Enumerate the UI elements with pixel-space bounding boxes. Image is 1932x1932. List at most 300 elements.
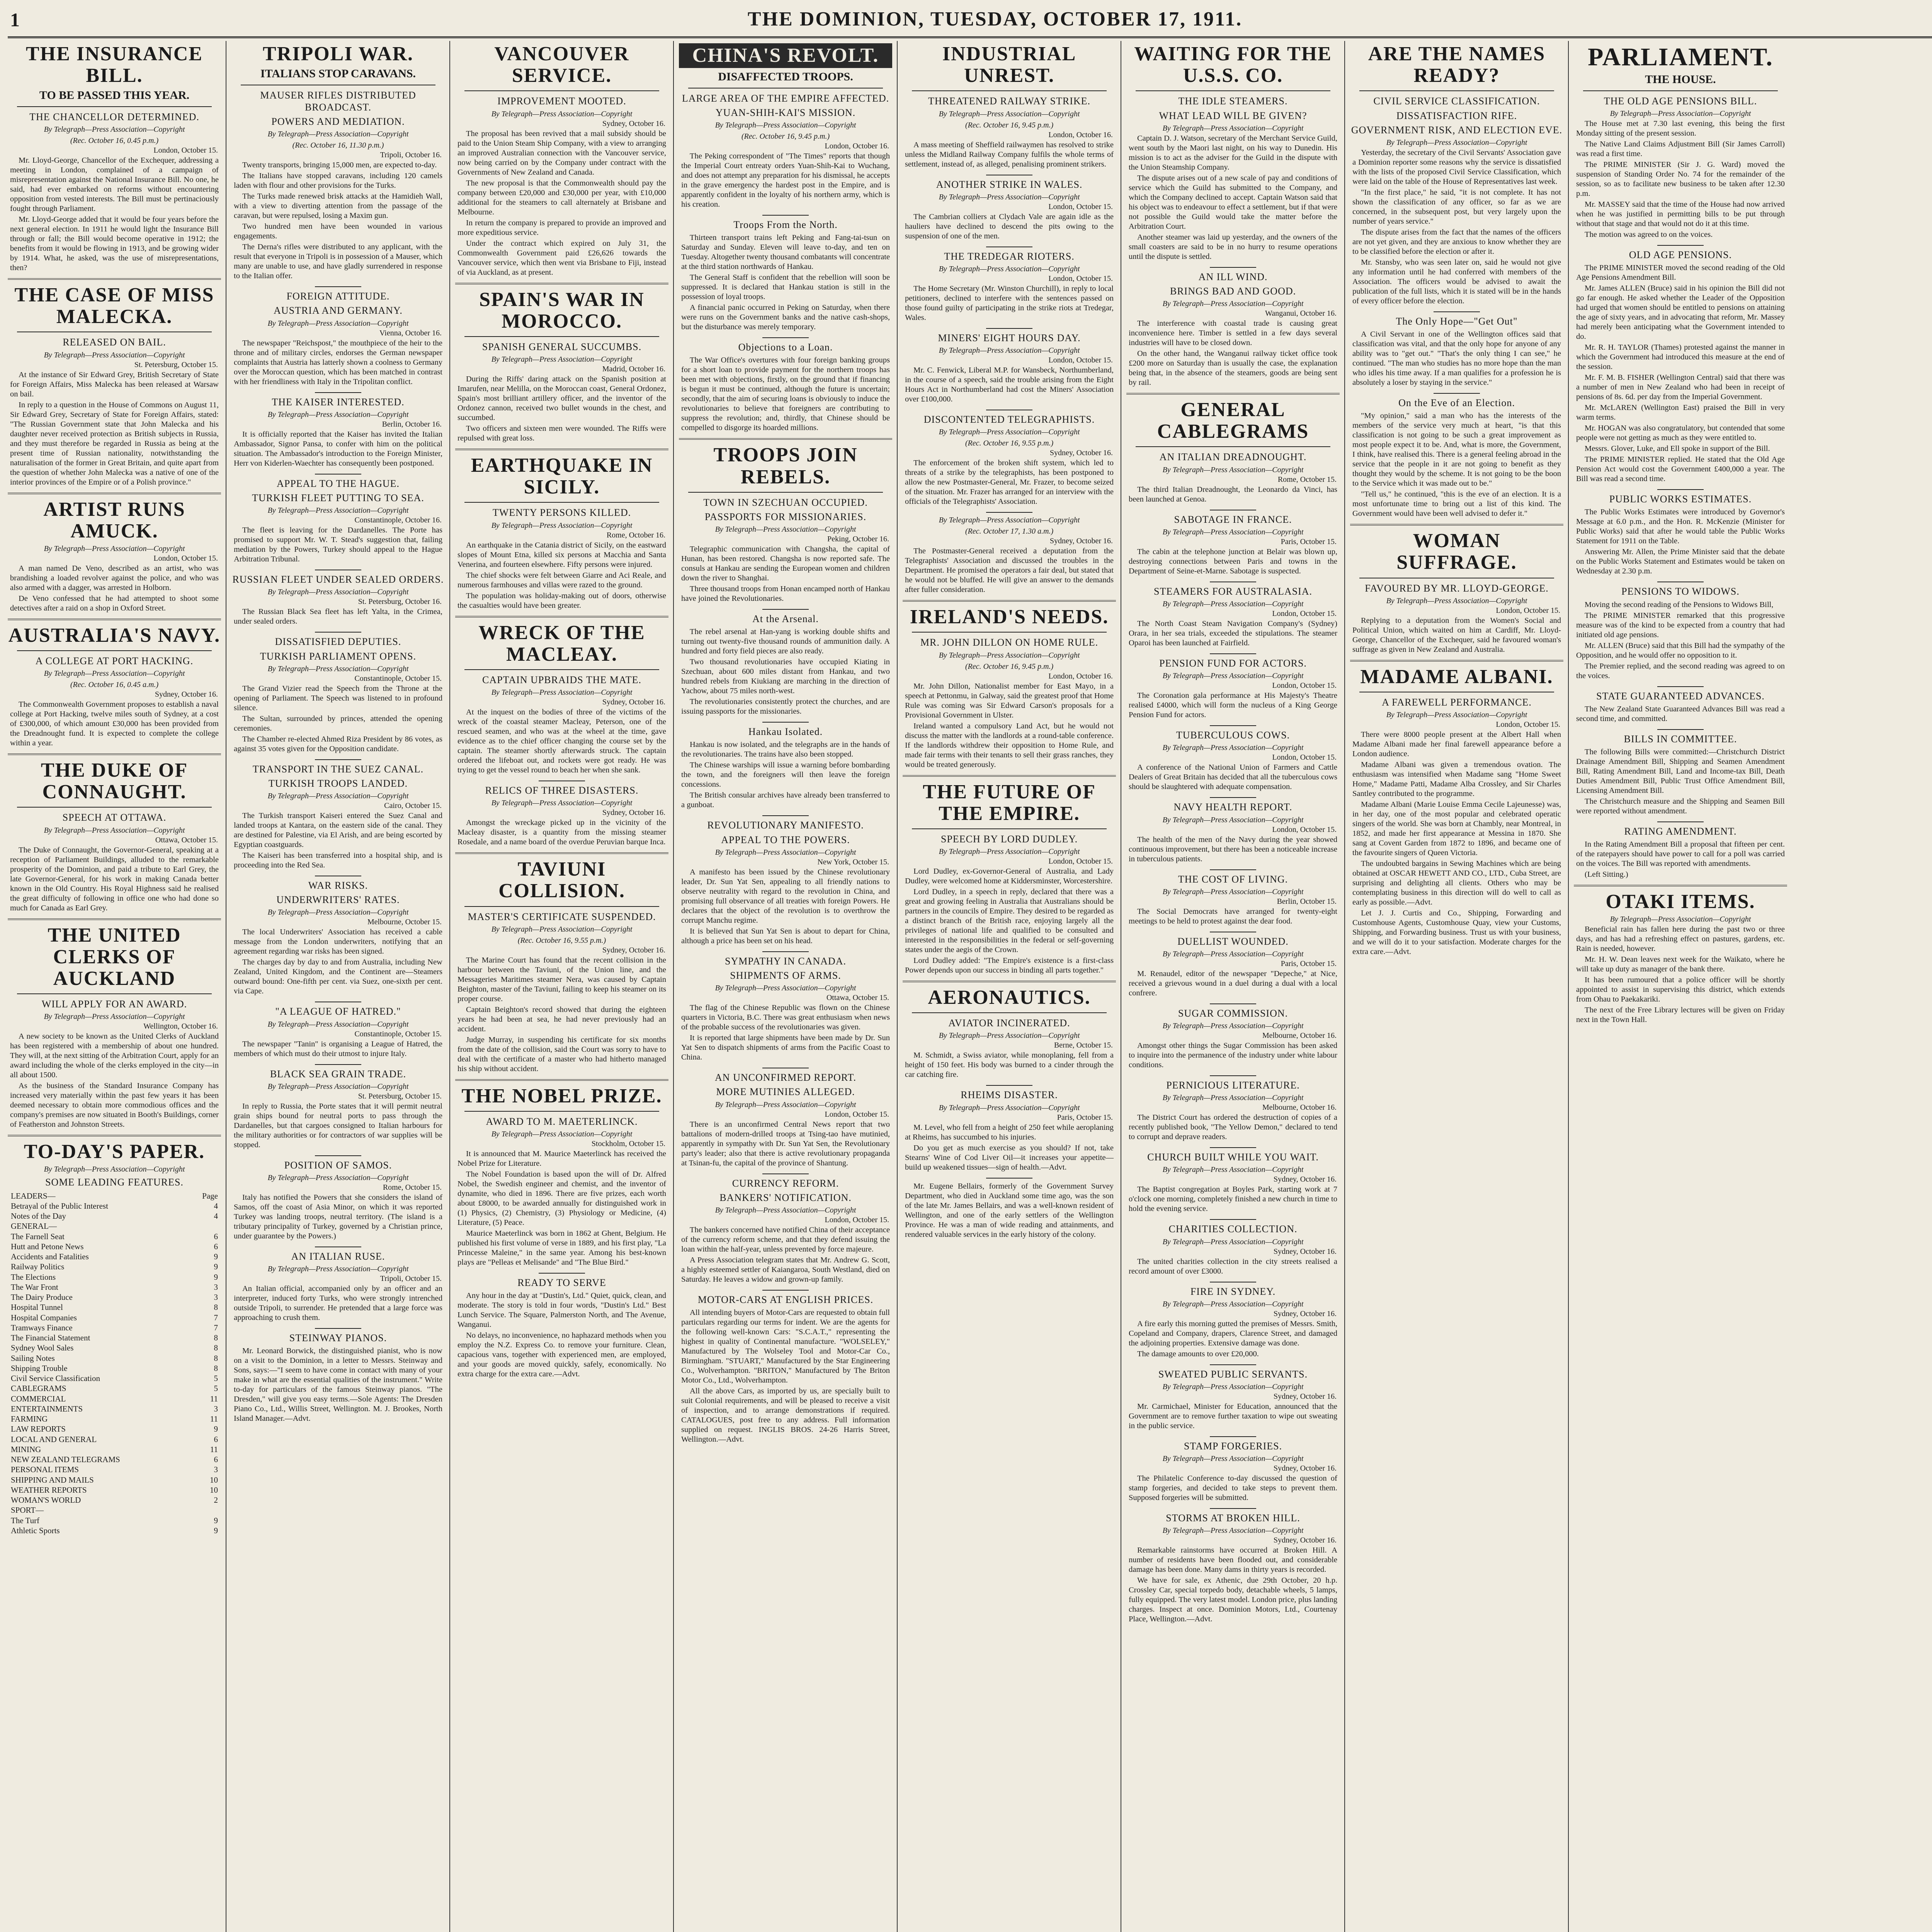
story-body bbox=[1352, 148, 1561, 306]
news-story bbox=[903, 175, 1116, 241]
paragraph: Remarkable rainstorms have occurred at Broken Hill. A number of residents have been flooded out, and considerable damage has been done. Many dams in thirty years is recorded. bbox=[1129, 1546, 1337, 1574]
feature-label: Hospital Tunnel bbox=[11, 1303, 63, 1312]
news-story bbox=[679, 1173, 892, 1284]
story-deck: RATING AMENDMENT. bbox=[1624, 825, 1737, 837]
paragraph: Mr. ALLEN (Bruce) said that this Bill had the sympathy of the Opposition, and he would offer no opposition to it. bbox=[1576, 641, 1785, 660]
dateline: Madrid, October 16. bbox=[602, 365, 665, 373]
dateline: St. Petersburg, October 16. bbox=[358, 597, 442, 606]
news-story bbox=[231, 876, 445, 996]
paragraph: The House met at 7.30 last evening, this being the first Monday sitting of the present session. bbox=[1576, 119, 1785, 138]
story-deck: POSITION OF SAMOS. bbox=[284, 1159, 392, 1171]
feature-page: 7 bbox=[214, 1313, 218, 1322]
paragraph: Amongst the wreckage picked up in the vicinity of the Macleay disaster, is a quantity from the missing steamer Rosedale, and a name board of the overdue Peruvian barque Inca. bbox=[457, 818, 666, 847]
story-body bbox=[905, 284, 1114, 323]
story-body bbox=[681, 355, 890, 433]
column-rule bbox=[8, 619, 221, 620]
press-credit: By Telegraph—Press Association—Copyright bbox=[267, 664, 409, 673]
news-story bbox=[903, 600, 1116, 769]
story-deck: WHAT LEAD WILL BE GIVEN? bbox=[1159, 110, 1307, 121]
column-rule bbox=[762, 951, 809, 952]
news-story bbox=[1126, 1282, 1340, 1359]
story-deck: FOREIGN ATTITUDE. bbox=[286, 291, 390, 302]
news-story bbox=[1350, 311, 1563, 388]
paragraph: M. Level, who fell from a height of 250 feet while aeroplaning at Rheims, has succumbed to his injuries. bbox=[905, 1123, 1114, 1141]
feature-label: The Elections bbox=[11, 1272, 56, 1282]
story-body bbox=[681, 151, 890, 209]
column-rule bbox=[986, 328, 1032, 329]
story-body bbox=[234, 1346, 442, 1423]
press-credit: By Telegraph—Press Association—Copyright bbox=[1162, 1094, 1304, 1102]
paragraph: The third Italian Dreadnought, the Leonardo da Vinci, has been launched at Genoa. bbox=[1129, 485, 1337, 503]
feature-entry bbox=[11, 1424, 218, 1434]
news-story bbox=[455, 1079, 668, 1267]
feature-page: 6 bbox=[214, 1455, 218, 1464]
received-stamp: (Rec. October 17, 1.30 a.m.) bbox=[965, 527, 1054, 536]
paragraph: An Italian official, accompanied only by an officer and an interpreter, induced forty Turks, who were strongly intrenched outside Tripoli, to surrender. He pretended that a large force was approaching to crush them. bbox=[234, 1284, 442, 1322]
story-body bbox=[1129, 835, 1337, 864]
feature-entry bbox=[11, 1515, 218, 1526]
column-rule bbox=[903, 981, 1116, 982]
feature-page: 11 bbox=[210, 1444, 218, 1454]
received-stamp: (Rec. October 16, 11.30 p.m.) bbox=[292, 141, 384, 150]
paragraph: The united charities collection in the city streets realised a record amount of over £3000. bbox=[1129, 1257, 1337, 1276]
story-deck: TWENTY PERSONS KILLED. bbox=[492, 507, 631, 519]
paragraph: The fleet is leaving for the Dardanelles. The Porte has promised to support Mr. W. T. Stead's suggestion that, failing mediation by the Powers, Turkey should appeal to the Hague Arbitration Tribunal. bbox=[234, 526, 442, 564]
column-rule bbox=[315, 286, 361, 287]
column-rule bbox=[1210, 1436, 1256, 1437]
paragraph: The Turks made renewed brisk attacks at the Hamidieh Wall, with a view to diverting attention from the passage of the caravan, but were repulsed, losing a Maxim gun. bbox=[234, 192, 442, 220]
dateline: Sydney, October 16. bbox=[1273, 1247, 1337, 1256]
news-story bbox=[1574, 729, 1787, 816]
story-deck: AUSTRIA AND GERMANY. bbox=[274, 305, 403, 316]
story-body bbox=[10, 1032, 219, 1129]
story-deck: Objections to a Loan. bbox=[738, 342, 833, 353]
dateline: Sydney, October 16. bbox=[155, 690, 218, 699]
feature-entry bbox=[11, 1242, 218, 1252]
story-deck: AN UNCONFIRMED REPORT. bbox=[715, 1072, 856, 1083]
paragraph: The Italians have stopped caravans, including 120 camels laden with flour and other provisions for the Turks. bbox=[234, 172, 442, 190]
story-deck: SUGAR COMMISSION. bbox=[1178, 1007, 1288, 1019]
story-deck: THREATENED RAILWAY STRIKE. bbox=[928, 95, 1091, 107]
features-index bbox=[11, 1191, 218, 1536]
story-headline: SPAIN'S WAR IN MOROCCO. bbox=[479, 288, 645, 332]
dateline: Sydney, October 16. bbox=[602, 698, 665, 706]
story-headline: INDUSTRIAL UNREST. bbox=[942, 43, 1077, 87]
paragraph: Mr. MASSEY said that the time of the House had now arrived when he was justified in permitting bills to be put through without that stage and that would not do it at this time. bbox=[1576, 200, 1785, 228]
paragraph: The Russian Black Sea fleet has left Yalta, in the Crimea, under sealed orders. bbox=[234, 607, 442, 626]
column-rule bbox=[8, 918, 221, 920]
newspaper-page bbox=[8, 4, 1932, 1932]
paragraph: During the Riffs' daring attack on the Spanish position at Imarufen, near Melilla, on the Moroccan coast, General Ordonez, Spain's most brilliant artillery officer, and the inventor of the Ordonez cannon, received two bullet wounds in the chest, and succumbed. bbox=[457, 375, 666, 422]
press-credit: By Telegraph—Press Association—Copyright bbox=[267, 792, 409, 801]
column-8 bbox=[1574, 41, 1787, 1932]
story-deck: DISSATISFIED DEPUTIES. bbox=[275, 636, 401, 648]
column-4 bbox=[679, 41, 892, 1932]
dateline: Sydney, October 16. bbox=[1273, 1536, 1337, 1545]
story-deck: POWERS AND MEDIATION. bbox=[271, 116, 405, 128]
dateline: Sydney, October 16. bbox=[1049, 449, 1113, 457]
headline-rule bbox=[688, 492, 883, 493]
story-deck: THE KAISER INTERESTED. bbox=[272, 396, 405, 408]
paragraph: The bankers concerned have notified China of their acceptance of the currency reform scheme, and that they defend issuing the loan within the half-year, unless prevented by force majeure. bbox=[681, 1225, 890, 1253]
feature-label: The Farnell Seat bbox=[11, 1231, 65, 1241]
news-story bbox=[231, 1328, 445, 1423]
feature-entry bbox=[11, 1434, 218, 1444]
press-credit: By Telegraph—Press Association—Copyright bbox=[939, 651, 1080, 660]
news-story bbox=[1126, 869, 1340, 926]
story-body bbox=[1352, 411, 1561, 519]
story-deck: REVOLUTIONARY MANIFESTO. bbox=[707, 820, 864, 831]
feature-page: 9 bbox=[214, 1252, 218, 1262]
paragraph: The Peking correspondent of "The Times" reports that though the Imperial Court entreaty orders Yuan-Shih-Kai to Wuchang, and does not attempt any preparation for his dismissal, he accepts in the grave emergency the hardest post in the Empire, and is apparently confident in the loyalty of his northern army, which is his creation. bbox=[681, 152, 890, 209]
news-story bbox=[1126, 1147, 1340, 1214]
news-story bbox=[1126, 582, 1340, 648]
story-deck: Hankau Isolated. bbox=[748, 726, 823, 738]
paragraph: The Social Democrats have arranged for twenty-eight meetings to be held to protest against the dear food. bbox=[1129, 907, 1337, 925]
story-deck: ANOTHER STRIKE IN WALES. bbox=[936, 179, 1083, 190]
news-story bbox=[1574, 885, 1787, 1025]
column-rule bbox=[8, 1135, 221, 1136]
news-story bbox=[1574, 245, 1787, 484]
story-subheadline: ITALIANS STOP CARAVANS. bbox=[260, 67, 416, 80]
story-deck: RELEASED ON BAIL. bbox=[63, 337, 166, 348]
paragraph: The Philatelic Conference to-day discussed the question of stamp forgeries, and decided to take steps to prevent them. Supposed forgeries will be submitted. bbox=[1129, 1474, 1337, 1502]
column-rule bbox=[1657, 245, 1704, 246]
paragraph: The Home Secretary (Mr. Winston Churchill), in reply to local petitioners, declined to interfere with the sentences passed on those found guilty of participating in the strike riots at Tredegar, Wales. bbox=[905, 284, 1114, 322]
paragraph: The health of the men of the Navy during the year showed continuous improvement, but there has been a noticeable increase in tuberculous patients. bbox=[1129, 835, 1337, 863]
paragraph: As the business of the Standard Insurance Company has increased very materially within the past few years it has been deemed necessary to obtain more commodious offices and the company's premises are now situated in Booth's Buildings, corner of Featherston and Johnston Streets. bbox=[10, 1082, 219, 1129]
news-story bbox=[455, 449, 668, 611]
feature-entry bbox=[11, 1394, 218, 1404]
column-7 bbox=[1350, 41, 1563, 1932]
paragraph: Madame Albani was given a tremendous ovation. The enthusiasm was intensified when Madame sang "Home Sweet Home," Madame Patti, Madame Alba Crossley, and Sir Charles Santley contributed to the programme. bbox=[1352, 760, 1561, 798]
press-credit: By Telegraph—Press Association—Copyright bbox=[44, 125, 185, 134]
story-deck: READY TO SERVE bbox=[517, 1277, 606, 1289]
column-rule bbox=[1126, 393, 1340, 395]
column-divider bbox=[673, 41, 674, 1932]
story-deck: STAMP FORGERIES. bbox=[1184, 1440, 1282, 1452]
feature-label: The War Front bbox=[11, 1282, 58, 1292]
press-credit: By Telegraph—Press Association—Copyright bbox=[939, 192, 1080, 201]
column-divider bbox=[1344, 41, 1345, 1932]
feature-entry bbox=[11, 1282, 218, 1292]
story-deck: DISSATISFACTION RIFE. bbox=[1396, 110, 1517, 121]
features-heading: SOME LEADING FEATURES. bbox=[45, 1177, 184, 1188]
press-credit: By Telegraph—Press Association—Copyright bbox=[939, 428, 1080, 437]
feature-label: PERSONAL ITEMS bbox=[11, 1465, 79, 1475]
paragraph: The New Zealand State Guaranteed Advances Bill was read a second time, and committed. bbox=[1576, 704, 1785, 723]
story-body bbox=[457, 129, 666, 277]
story-deck: MORE MUTINIES ALLEGED. bbox=[716, 1086, 855, 1098]
column-rule bbox=[1210, 1003, 1256, 1004]
column-rule bbox=[1210, 797, 1256, 798]
feature-entry bbox=[11, 1191, 218, 1201]
column-rule bbox=[1350, 524, 1563, 526]
news-story bbox=[8, 619, 221, 748]
paragraph: The revolutionaries consistently protect the churches, and are issuing passports for the missionaries. bbox=[681, 697, 890, 716]
paragraph: No delays, no inconvenience, no haphazard methods when you employ the N.Z. Express Co. to remove your furniture. Clean, capacious vans, together with experienced men, are employed, and your goods are moved quickly, safely, economically. No extra charge for the extra care.—Advt. bbox=[457, 1331, 666, 1379]
story-body bbox=[1129, 1319, 1337, 1359]
press-credit: By Telegraph—Press Association—Copyright bbox=[939, 516, 1080, 525]
press-credit: By Telegraph—Press Association—Copyright bbox=[715, 1206, 856, 1214]
story-deck: TURKISH FLEET PUTTING TO SEA. bbox=[252, 492, 424, 503]
column-rule bbox=[1210, 725, 1256, 726]
feature-page: 3 bbox=[214, 1465, 218, 1475]
feature-page: 8 bbox=[214, 1353, 218, 1363]
story-headline: AERONAUTICS. bbox=[928, 986, 1091, 1009]
press-credit: By Telegraph—Press Association—Copyright bbox=[939, 346, 1080, 355]
column-rule bbox=[1210, 1075, 1256, 1076]
press-credit: By Telegraph—Press Association—Copyright bbox=[939, 847, 1080, 856]
dateline: London, October 15. bbox=[1496, 720, 1560, 729]
column-rule bbox=[1434, 311, 1480, 312]
paragraph: The Chamber re-elected Ahmed Riza President by 86 votes, as against 35 votes given for the Opposition candidate. bbox=[234, 735, 442, 753]
left-folio: 1 bbox=[10, 9, 20, 31]
paragraph: (Left Sitting.) bbox=[1585, 870, 1628, 879]
dateline: London, October 15. bbox=[153, 146, 218, 155]
paragraph: Judge Murray, in suspending his certificate for six months from the date of the collision, said the Court was sorry to have to deal with the certificate of a master who had hitherto managed his ship without accident. bbox=[457, 1035, 666, 1073]
feature-entry bbox=[11, 1252, 218, 1262]
news-story bbox=[231, 1064, 445, 1150]
story-body bbox=[1576, 925, 1785, 1025]
story-deck: RELICS OF THREE DISASTERS. bbox=[485, 785, 639, 796]
dateline: St. Petersburg, October 15. bbox=[358, 1092, 442, 1100]
headline-rule bbox=[912, 632, 1107, 633]
news-story bbox=[8, 278, 221, 487]
story-deck: CHURCH BUILT WHILE YOU WAIT. bbox=[1147, 1151, 1319, 1163]
feature-label: Accidents and Fatalities bbox=[11, 1252, 89, 1262]
paragraph: There is an unconfirmed Central News report that two battalions of modern-drilled troops at Tsing-tao have mutinied, apparently in sympathy with Dr. Sun Yat Sen, the Revolutionary party's leader; also that there is active revolutionary propaganda at Tsinan-fu, the capital of the province of Shantung. bbox=[681, 1120, 890, 1167]
paragraph: Ireland wanted a compulsory Land Act, but he would not discuss the matter with the landlords at a round-table conference. If the landlords withdrew their opposition to Home Rule, and made fair terms with their tenants to sell their grass ranches, they would be treated generously. bbox=[905, 721, 1114, 769]
story-deck: SWEATED PUBLIC SERVANTS. bbox=[1158, 1368, 1308, 1380]
story-body bbox=[1129, 1402, 1337, 1431]
received-stamp: (Rec. October 16, 9.45 p.m.) bbox=[965, 662, 1054, 671]
paragraph: The Grand Vizier read the Speech from the Throne at the opening of Parliament. The Speech was listened to in profound silence. bbox=[234, 684, 442, 712]
feature-entry bbox=[11, 1383, 218, 1393]
feature-page: 6 bbox=[214, 1434, 218, 1444]
story-deck: The Only Hope—"Get Out" bbox=[1396, 315, 1518, 327]
column-rule bbox=[903, 600, 1116, 602]
story-body bbox=[1576, 507, 1785, 576]
story-deck: TUBERCULOUS COWS. bbox=[1176, 730, 1290, 741]
story-body bbox=[10, 564, 219, 613]
news-story bbox=[679, 609, 892, 716]
headline-rule bbox=[17, 993, 212, 994]
paragraph: Mr. John Dillon, Nationalist member for East Mayo, in a speech at Pettonmu, in Galway, said the greatest proof that Home Rule was coming was Sir Edward Carson's proposals for a Provisional Government in Ulster. bbox=[905, 682, 1114, 719]
press-credit: By Telegraph—Press Association—Copyright bbox=[939, 1031, 1080, 1040]
story-headline: WRECK OF THE MACLEAY. bbox=[478, 621, 645, 665]
story-body bbox=[1352, 330, 1561, 388]
headline-rule bbox=[464, 90, 659, 91]
news-story bbox=[1126, 510, 1340, 576]
paragraph: The Turkish transport Kaiseri entered the Suez Canal and landed troops at Kantara, on the eastern side of the canal. They are destined for Palestine, via El Arish, and are being escorted by Egyptian coastguards. bbox=[234, 811, 442, 849]
news-story bbox=[1350, 393, 1563, 519]
paragraph: Captain D. J. Watson, secretary of the Merchant Service Guild, went south by the Maori last night, on his way to Dunedin. His mission is to act as the adviser for the Guild in the dispute with the Union Steamship Company. bbox=[1129, 134, 1337, 172]
dateline: Berne, October 15. bbox=[1054, 1041, 1113, 1050]
paragraph: It has been rumoured that a police officer will be shortly appointed to assist in supervising this district, which extends from Ohau to Paekakariki. bbox=[1576, 976, 1785, 1004]
story-deck: UNDERWRITERS' RATES. bbox=[276, 894, 400, 906]
paragraph: Beneficial rain has fallen here during the past two or three days, and has had a refreshing effect on pastures, gardens, etc. Rain is needed, however. bbox=[1576, 925, 1785, 953]
paragraph: Three thousand troops from Honan encamped north of Hankau have joined the Revolutionaries. bbox=[681, 585, 890, 603]
feature-label: CABLEGRAMS bbox=[11, 1384, 66, 1393]
paragraph: Moving the second reading of the Pensions to Widows Bill, bbox=[1585, 600, 1774, 609]
dateline: Sydney, October 16. bbox=[1049, 537, 1113, 546]
received-stamp: (Rec. October 16, 9.55 p.m.) bbox=[517, 936, 606, 945]
paragraph: The Marine Court has found that the recent collision in the harbour between the Taviuni, of the Union line, and the Messageries Maritimes steamer Nera, was caused by Captain Beighton, master of the Taviuni, failing to keep his steamer on its proper course. bbox=[457, 956, 666, 1003]
feature-entry bbox=[11, 1262, 218, 1272]
story-body bbox=[1129, 763, 1337, 792]
story-deck: BILLS IN COMMITTEE. bbox=[1624, 733, 1737, 745]
column-rule bbox=[762, 609, 809, 610]
press-credit: By Telegraph—Press Association—Copyright bbox=[1162, 743, 1304, 752]
press-credit: By Telegraph—Press Association—Copyright bbox=[939, 1103, 1080, 1112]
paragraph: Hankau is now isolated, and the telegraphs are in the hands of the revolutionaries. The trains have also been stopped. bbox=[681, 740, 890, 759]
story-deck: Troops From the North. bbox=[733, 219, 838, 231]
news-story bbox=[1126, 653, 1340, 720]
story-body bbox=[681, 867, 890, 946]
paragraph: The motion was agreed to on the voices. bbox=[1585, 230, 1713, 239]
column-2 bbox=[231, 41, 445, 1932]
paragraph: The Kaiseri has been transferred into a hospital ship, and is proceeding into the Red Sea. bbox=[234, 851, 442, 870]
story-deck: CHARITIES COLLECTION. bbox=[1168, 1223, 1298, 1235]
column-divider bbox=[897, 41, 898, 1932]
column-rule bbox=[8, 493, 221, 494]
news-story bbox=[1350, 524, 1563, 655]
news-story bbox=[679, 1290, 892, 1444]
dateline: St. Petersburg, October 15. bbox=[134, 360, 218, 369]
paragraph: Mr. Leonard Borwick, the distinguished pianist, who is now on a visit to the Dominion, in a letter to Messrs. Steinway and Sons, says:—"I seem to have come in contact with many of your make in what are the essential qualities of the instrument." Write to-day for particulars of the famous Steinway pianos. "The Dresden," will give you easy terms.—Sole Agents: The Dresden Piano Co., Ltd., Willis Street, Wellington. M. J. Brookes, North Island Manager.—Advt. bbox=[234, 1347, 442, 1423]
press-credit: By Telegraph—Press Association—Copyright bbox=[267, 588, 409, 597]
feature-label: NEW ZEALAND TELEGRAMS bbox=[11, 1455, 120, 1464]
dateline: London, October 15. bbox=[1048, 202, 1113, 211]
news-story bbox=[1126, 393, 1340, 504]
headline-rule bbox=[464, 906, 659, 907]
paragraph: A financial panic occurred in Peking on Saturday, when there were runs on the Government banks and the native cash-shops, but the disturbance was merely temporary. bbox=[681, 303, 890, 332]
story-headline: THE FUTURE OF THE EMPIRE. bbox=[923, 781, 1096, 825]
news-story bbox=[8, 43, 221, 273]
column-rule bbox=[679, 438, 892, 440]
story-deck: SPEECH BY LORD DUDLEY. bbox=[940, 833, 1078, 845]
paragraph: The rebel arsenal at Han-yang is working double shifts and turning out twenty-five thousand rounds of ammunition daily. A hundred and forty field pieces are also ready. bbox=[681, 628, 890, 656]
feature-page: 9 bbox=[214, 1526, 218, 1535]
feature-entry bbox=[11, 1302, 218, 1312]
paragraph: The following Bills were committed:—Christchurch District Drainage Amendment Bill, Shipping and Seamen Amendment Bill, Rating Amendment Bill, Land and Income-tax Bill, Death Duties Amendment Bill, Public Trust Office Amendment Bill, Licensing Amendment Bill. bbox=[1576, 747, 1785, 795]
paragraph: Amongst other things the Sugar Commission has been asked to inquire into the permanence of the industry under white labour conditions. bbox=[1129, 1041, 1337, 1070]
story-deck: AWARD TO M. MAETERLINCK. bbox=[486, 1116, 638, 1127]
news-story bbox=[1574, 489, 1787, 576]
story-body bbox=[1576, 263, 1785, 484]
story-headline: TRIPOLI WAR. bbox=[262, 43, 413, 65]
feature-label: SHIPPING AND MAILS bbox=[11, 1475, 94, 1485]
paragraph: Mr. Lloyd-George, Chancellor of the Exchequer, addressing a meeting in London, complained of a campaign of misrepresentation against the National Insurance Bill. No one, he said, had ever embarked on reforms without encountering opposition from vested interests. The Bill must be pertinaciously fought through Parliament. bbox=[10, 156, 219, 213]
paragraph: Messrs. Glover, Luke, and Ell spoke in support of the Bill. bbox=[1585, 444, 1770, 453]
story-headline: TROOPS JOIN REBELS. bbox=[713, 444, 858, 488]
press-credit: By Telegraph—Press Association—Copyright bbox=[1162, 1237, 1304, 1246]
story-body bbox=[234, 684, 442, 754]
story-deck: THE TREDEGAR RIOTERS. bbox=[944, 250, 1075, 262]
paragraph: "My opinion," said a man who has the interests of the members of the service very much at heart, "is that this classification is not going to be such a great improvement as most people expect it to be. And, what is more, the Government, I think, have realised this. There is a general feeling abroad in the service that the people in it are not going to benefit as they thought they would by the scheme. It is not going to be the boon to the Service which it was made out to be." bbox=[1352, 412, 1561, 488]
paragraph: The charges day by day to and from Australia, including New Zealand, United Kingdom, and the Continent are—Steamers outward bound: One-fifth per cent. via Suez, one-sixth per cent. via Cape. bbox=[234, 958, 442, 996]
story-deck: AN ITALIAN RUSE. bbox=[291, 1251, 385, 1262]
feature-label: Betrayal of the Public Interest bbox=[11, 1201, 108, 1211]
paragraph: The chief shocks were felt between Giarre and Aci Reale, and numerous farmhouses and villas were razed to the ground. bbox=[457, 571, 666, 589]
masthead-title: THE DOMINION, TUESDAY, OCTOBER 17, 1911. bbox=[747, 8, 1243, 30]
story-body bbox=[681, 740, 890, 810]
paragraph: Mr. HOGAN was also congratulatory, but contended that some people were not getting as much as they were entitled to. bbox=[1576, 424, 1785, 442]
story-body bbox=[681, 1308, 890, 1444]
press-credit: By Telegraph—Press Association—Copyright bbox=[267, 1173, 409, 1182]
column-rule bbox=[1574, 885, 1787, 886]
feature-entry bbox=[11, 1221, 218, 1231]
story-body bbox=[234, 607, 442, 626]
received-stamp: (Rec. October 16, 0.45 p.m.) bbox=[70, 136, 159, 145]
story-headline: THE CASE OF MISS MALECKA. bbox=[14, 284, 214, 328]
press-credit: By Telegraph—Press Association—Copyright bbox=[1162, 124, 1304, 133]
paragraph: The next of the Free Library lectures will be given on Friday next in the Town Hall. bbox=[1576, 1006, 1785, 1024]
paragraph: Mr. Carmichael, Minister for Education, announced that the Government are to remove further taxation to wipe out sweating in the public service. bbox=[1129, 1402, 1337, 1430]
column-rule bbox=[315, 632, 361, 633]
story-deck: PERNICIOUS LITERATURE. bbox=[1166, 1080, 1300, 1091]
press-credit: By Telegraph—Press Association—Copyright bbox=[1162, 1526, 1304, 1535]
story-body bbox=[10, 700, 219, 748]
press-credit: By Telegraph—Press Association—Copyright bbox=[267, 908, 409, 917]
feature-entry bbox=[11, 1353, 218, 1363]
feature-page: 9 bbox=[214, 1515, 218, 1525]
feature-page: 10 bbox=[210, 1475, 218, 1485]
feature-label: The Financial Statement bbox=[11, 1333, 90, 1343]
news-story bbox=[903, 43, 1116, 169]
dateline: London, October 15. bbox=[1496, 606, 1560, 615]
story-body bbox=[1129, 1257, 1337, 1276]
column-rule bbox=[539, 1273, 585, 1274]
feature-label: Athletic Sports bbox=[11, 1526, 60, 1535]
feature-page: 9 bbox=[214, 1262, 218, 1272]
column-rule bbox=[762, 722, 809, 723]
dateline: Vienna, October 16. bbox=[379, 328, 442, 337]
feature-page: 2 bbox=[214, 1495, 218, 1505]
story-deck: PUBLIC WORKS ESTIMATES. bbox=[1609, 493, 1752, 505]
press-credit: By Telegraph—Press Association—Copyright bbox=[1162, 887, 1304, 896]
headline-rule bbox=[912, 828, 1107, 829]
paragraph: The new proposal is that the Commonwealth should pay the company between £20,000 and £30,000 per year, with £10,000 additional for the steamers to call alternately at Brisbane and Melbourne. bbox=[457, 179, 666, 216]
story-deck: LARGE AREA OF THE EMPIRE AFFECTED. bbox=[682, 92, 889, 104]
press-credit: By Telegraph—Press Association—Copyright bbox=[44, 1165, 185, 1174]
headline-rule bbox=[464, 669, 659, 670]
press-credit: By Telegraph—Press Association—Copyright bbox=[1162, 299, 1304, 308]
story-deck: GOVERNMENT RISK, AND ELECTION EVE. bbox=[1351, 124, 1563, 136]
paragraph: On the other hand, the Wanganui railway ticket office took £200 more on Saturday than is usually the case, the explanation being that, in the absence of the steamers, goods are being sent by rail. bbox=[1129, 349, 1337, 387]
column-rule bbox=[1210, 1508, 1256, 1509]
paragraph: The Postmaster-General received a deputation from the Telegraphists' Association and discussed the troubles in the Department. He promised the operators a fair deal, but stated that he would not be bluffed. He will give an answer to the demands after fuller consideration. bbox=[905, 547, 1114, 594]
column-rule bbox=[455, 449, 668, 450]
news-story bbox=[1574, 821, 1787, 879]
column-rule bbox=[1657, 686, 1704, 687]
story-body bbox=[905, 458, 1114, 507]
paragraph: The British consular archives have already been transferred to a gunboat. bbox=[681, 791, 890, 810]
paragraph: "Tell us," he continued, "this is the eve of an election. It is a most unfortunate time to bring out a list of this kind. The Government would have been well advised to defer it." bbox=[1352, 490, 1561, 518]
press-credit: By Telegraph—Press Association—Copyright bbox=[715, 121, 856, 130]
paragraph: M. Schmidt, a Swiss aviator, while monoplaning, fell from a height of 150 feet. His body was burned to a cinder through the car catching fire. bbox=[905, 1051, 1114, 1079]
feature-entry bbox=[11, 1485, 218, 1495]
story-body bbox=[1129, 547, 1337, 576]
dateline: Rome, October 15. bbox=[383, 1183, 442, 1192]
press-credit: By Telegraph—Press Association—Copyright bbox=[1162, 465, 1304, 474]
press-credit: By Telegraph—Press Association—Copyright bbox=[267, 506, 409, 515]
story-body bbox=[1576, 747, 1785, 816]
story-body bbox=[234, 1193, 442, 1241]
paragraph: "In the first place," he said, "it is not complete. It has not shown the classification of any officer, so far as we are concerned, in the subsequent post, but very largely upon the number of years service." bbox=[1352, 188, 1561, 226]
dateline: Constantinople, October 15. bbox=[354, 674, 442, 683]
